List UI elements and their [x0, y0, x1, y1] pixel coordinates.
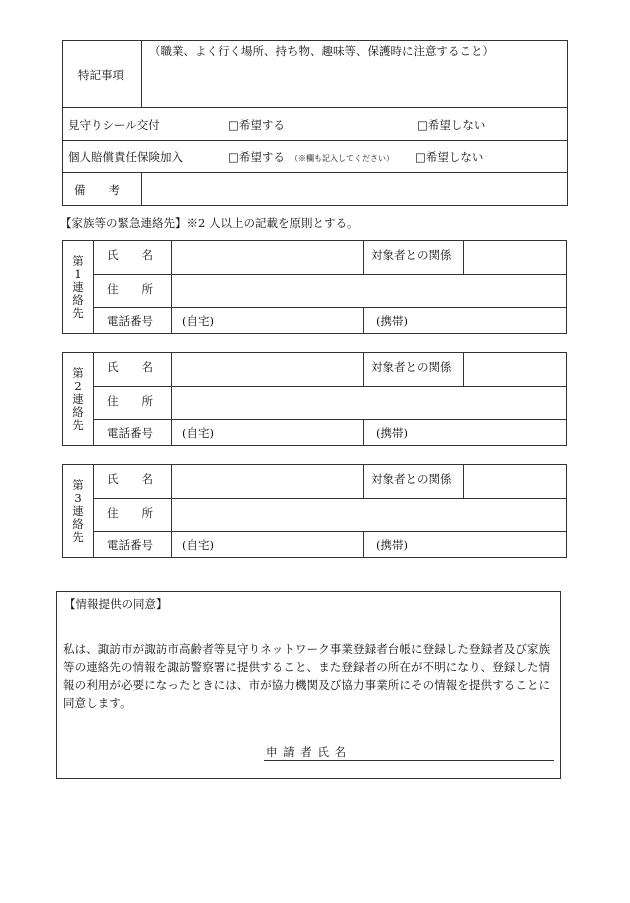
- contact-2-side-label: 第2連絡先: [72, 366, 84, 432]
- consent-body: 私は、諏訪市が諏訪市高齢者等見守りネットワーク事業登録者台帳に登録した登録者及び家族等の連絡先の情報を諏訪警察署に提供すること、また登録者の所在が不明になり、登録した情報の利用が必要になったときには、市が協力機関及び協力事業所にその情報を提供することに同意します。: [63, 642, 551, 710]
- signature-field[interactable]: [360, 740, 554, 760]
- remarks-label: 備 考: [74, 183, 120, 197]
- contact-1-name-field[interactable]: [172, 241, 363, 274]
- contact-3-name-field[interactable]: [172, 465, 363, 498]
- sticker-label: 見守りシール交付: [68, 118, 160, 132]
- contact-2-home-phone-field[interactable]: (自宅): [182, 426, 214, 440]
- contact-3-relation-label: 対象者との関係: [371, 472, 452, 486]
- sticker-no-checkbox[interactable]: □希望しない: [417, 118, 486, 132]
- contact-2-name-field[interactable]: [172, 353, 363, 386]
- sticker-yes-checkbox[interactable]: □希望する: [228, 118, 285, 132]
- contact-3-phone-label: 電話番号: [107, 538, 153, 552]
- remarks-field[interactable]: [142, 173, 567, 205]
- insurance-label: 個人賠償責任保険加入: [68, 150, 183, 164]
- contact-1-phone-label: 電話番号: [107, 314, 153, 328]
- emergency-contacts-heading: 【家族等の緊急連絡先】※2 人以上の記載を原則とする。: [60, 216, 359, 230]
- contact-1-relation-label: 対象者との関係: [371, 248, 452, 262]
- contact-2-address-field[interactable]: [172, 387, 566, 419]
- insurance-no-checkbox[interactable]: □希望しない: [415, 150, 484, 164]
- special-notes-field[interactable]: [142, 60, 567, 106]
- contact-1-name-label: 氏 名: [107, 248, 153, 262]
- contact-3-address-label: 住 所: [107, 506, 153, 520]
- contact-1-address-label: 住 所: [107, 282, 153, 296]
- insurance-note: （※欄も記入してください）: [290, 154, 394, 163]
- contact-2-relation-field[interactable]: [464, 353, 566, 386]
- contact-2-name-label: 氏 名: [107, 360, 153, 374]
- contact-2-mobile-phone-field[interactable]: (携帯): [376, 426, 408, 440]
- contact-2-relation-label: 対象者との関係: [371, 360, 452, 374]
- contact-3-address-field[interactable]: [172, 499, 566, 531]
- contact-1-mobile-phone-field[interactable]: (携帯): [376, 314, 408, 328]
- contact-3-side-label: 第3連絡先: [72, 478, 84, 544]
- signature-line: [264, 760, 554, 761]
- contact-3-home-phone-field[interactable]: (自宅): [182, 538, 214, 552]
- contact-1-home-phone-field[interactable]: (自宅): [182, 314, 214, 328]
- contact-1-relation-field[interactable]: [464, 241, 566, 274]
- contact-3-mobile-phone-field[interactable]: (携帯): [376, 538, 408, 552]
- special-notes-label: 特記事項: [78, 68, 124, 82]
- insurance-yes-checkbox[interactable]: □希望する: [228, 150, 285, 164]
- contact-2-address-label: 住 所: [107, 394, 153, 408]
- consent-title: 【情報提供の同意】: [64, 597, 168, 611]
- signature-label: 申 請 者 氏 名: [266, 745, 348, 759]
- contact-1-side-label: 第1連絡先: [72, 254, 84, 320]
- contact-1-address-field[interactable]: [172, 275, 566, 307]
- special-notes-hint: （職業、よく行く場所、持ち物、趣味等、保護時に注意すること）: [149, 44, 494, 58]
- contact-3-name-label: 氏 名: [107, 472, 153, 486]
- contact-3-relation-field[interactable]: [464, 465, 566, 498]
- contact-2-phone-label: 電話番号: [107, 426, 153, 440]
